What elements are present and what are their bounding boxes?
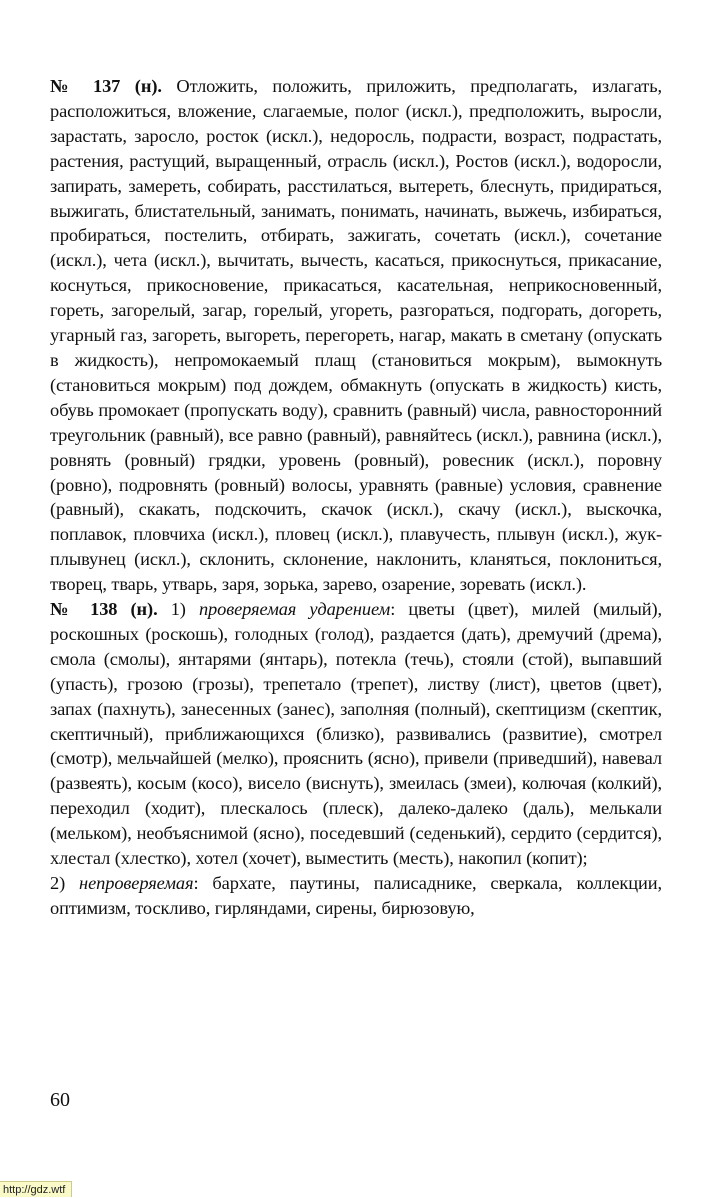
exercise-138-paragraph: [50, 597, 662, 871]
answers-text-block: [50, 74, 662, 921]
exercise-137-answer: Отложить, положить, приложить, предполагать, излагать, расположиться, вложение, слагаемые, полог (искл.), предположить, выросли, зарастать, заросло, росток (искл.), недоросль, подрасти, возраст, подрастать, растения, растущий, выращенный, отрасль (искл.), Ростов (искл.), водоросли, запирать, замереть, собирать, расстилаться, вытереть, блеснуть, придираться, выжигать, блистательный, занимать, понимать, начинать, выжечь, избираться, пробираться, постелить, отбирать, зажигать, сочетать (искл.), сочетание (искл.), чета (искл.), вычитать, вычесть, касаться, прикоснуться, прикасание, коснуться, прикосновение, прикасаться, касательная, неприкосновенный, гореть, загорелый, загар, горелый, угореть, разгораться, подгорать, догореть, угарный газ, загореть, выгореть, перегореть, нагар, макать в сметану (опускать в жидкость), непромокаемый плащ (становиться мокрым), вымокнуть (становиться мокрым) под дождем, обмакнуть (опускать в жидкость) кисть, обувь промокает (пропускать воду), сравнить (равный) числа, равносторонний треугольник (равный), все равно (равный), равняйтесь (искл.), равнина (искл.), ровнять (ровный) грядки, уровень (ровный), ровесник (искл.), поровну (ровно), подровнять (ровный) волосы, уравнять (равные) условия, сравнение (равный), скакать, подскочить, скачок (искл.), скачу (искл.), выскочка, поплавок, пловчиха (искл.), пловец (искл.), плавучесть, плывун (искл.), жук-плывунец (искл.), склонить, склонение, наклонить, кланяться, поклониться, творец, тварь, утварь, заря, зорька, зарево, озарение, зоревать (искл.).: [50, 76, 662, 595]
exercise-137-paragraph: [50, 74, 662, 597]
exercise-138-part1-answer: : цветы (цвет), милей (милый), роскошных (роскошь), голодных (голод), раздается (дать), дремучий (дрема), смола (смолы), янтарями (янтарь), потекла (течь), стояли (стой), выпавший (упасть), грозою (грозы), трепетало (трепет), листву (лист), цветов (цвет), запах (пахнуть), занесенных (занес), заполняя (полный), скептицизм (скептик, скептичный), приближающихся (близко), развивались (развитие), смотрел (смотр), мельчайшей (мелко), прояснить (ясно), привели (приведший), навевал (развеять), косым (косо), висело (виснуть), змеилась (змеи), колючая (колкий), переходил (ходит), плескалось (плеск), далеко-далеко (даль), мелькали (мельком), необъяснимой (ясно), поседевший (седенький), сердито (сердится), хлестал (хлестко), хотел (хочет), выместить (месть), накопил (копит);: [50, 599, 662, 869]
exercise-138-part2-paragraph: [50, 871, 662, 921]
page-number: 60: [50, 1089, 70, 1111]
exercise-138-number: № 138 (н).: [50, 599, 158, 620]
exercise-138-part2-title: непроверяемая: [79, 873, 194, 893]
site-watermark: http://gdz.wtf: [0, 1181, 72, 1197]
exercise-138-part2-answer: : бархате, паутины, палисаднике, сверкала, коллекции, оптимизм, тоскливо, гирляндами, сирены, бирюзовую,: [50, 873, 662, 918]
exercise-138-part1-title: проверяемая ударением: [198, 599, 391, 620]
exercise-138-part2-label: 2): [50, 873, 66, 893]
exercise-138-part1-label: 1): [170, 599, 186, 620]
exercise-137-number: № 137 (н).: [50, 76, 162, 96]
